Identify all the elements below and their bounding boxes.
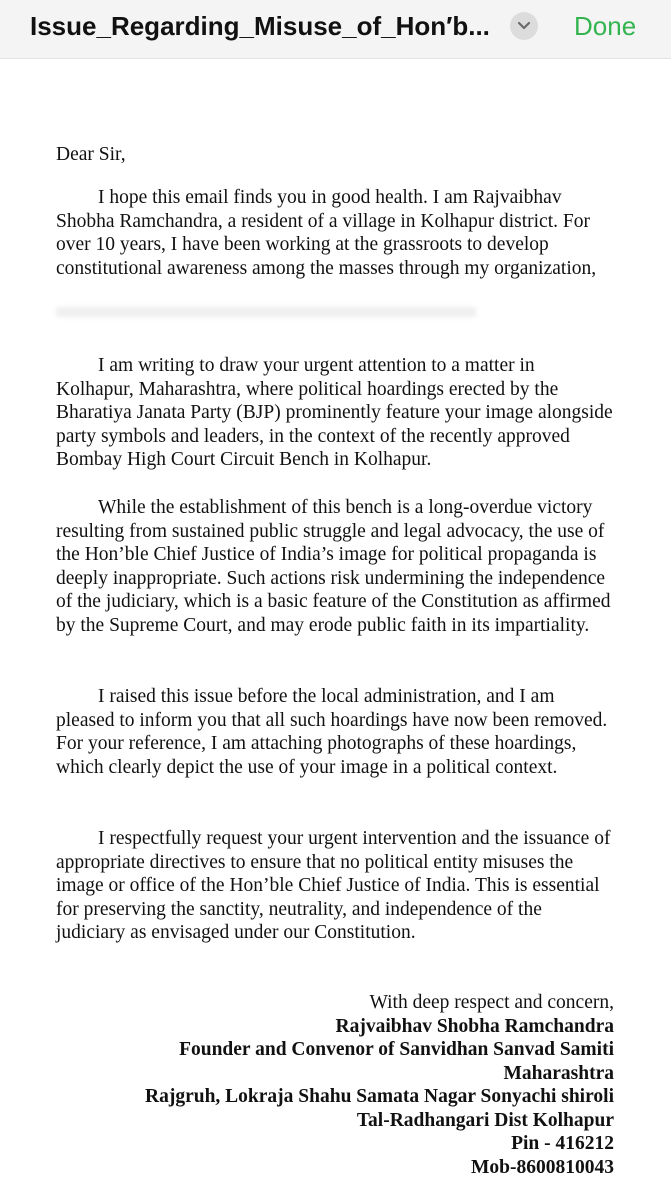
paragraph-3: While the establishment of this bench is a long-overdue victory resulting from sustained public struggle and legal advocacy, the use of the Hon’ble Chief Justice of India’s image for political propaganda is deeply inappropriate. Such actions risk undermining the independence of the judiciary, which is a basic feature of the Constitution as affirmed by the Supreme Court, and may erode public faith in its impartiality. <box>56 497 611 636</box>
signatory-address-line-2: Tal-Radhangari Dist Kolhapur <box>356 1109 614 1131</box>
closing-line: With deep respect and concern, <box>369 992 614 1013</box>
paragraph-1: I hope this email finds you in good health. I am Rajvaibhav Shobha Ramchandra, a resident of a village in Kolhapur district. For over 10 years, I have been working at the grassroots to develop constitutional awareness among the masses through my organization, <box>56 187 597 279</box>
signature-block <box>145 991 614 1179</box>
signatory-name: Rajvaibhav Shobha Ramchandra <box>335 1015 614 1037</box>
signatory-pin: Pin - 416212 <box>511 1133 614 1154</box>
signatory-mobile: Mob-8600810043 <box>471 1156 614 1178</box>
signatory-role: Founder and Convenor of Sanvidhan Sanvad Samiti <box>179 1039 614 1060</box>
paragraph-5: I respectfully request your urgent intervention and the issuance of appropriate directives to ensure that no political entity misuses the image or office of the Hon’ble Chief Justice of India. This is essential for preserving the sanctity, neutrality, and independence of the judiciary as envisaged under our Constitution. <box>56 828 611 943</box>
paragraph-2: I am writing to draw your urgent attention to a matter in Kolhapur, Maharashtra, where political hoardings erected by the Bharatiya Janata Party (BJP) prominently feature your image alongside party symbols and leaders, in the context of the recently approved Bombay High Court Circuit Bench in Kolhapur. <box>56 355 613 470</box>
document-title: Issue_Regarding_Misuse_of_Hon′b... <box>30 11 490 41</box>
document-page <box>0 59 671 1200</box>
paragraph-4: I raised this issue before the local administration, and I am pleased to inform you that all such hoardings have now been removed. For your reference, I am attaching photographs of these hoardings, which clearly depict the use of your image in a political context. <box>56 686 608 778</box>
document-header <box>0 0 671 59</box>
signatory-address-line-1: Rajgruh, Lokraja Shahu Samata Nagar Sonyachi shiroli <box>145 1086 614 1107</box>
title-menu-button[interactable] <box>510 12 538 40</box>
salutation: Dear Sir, <box>56 144 126 165</box>
chevron-down-icon <box>517 21 531 31</box>
redacted-text <box>56 307 476 317</box>
signatory-state: Maharashtra <box>503 1062 614 1084</box>
done-button[interactable]: Done <box>574 11 637 41</box>
